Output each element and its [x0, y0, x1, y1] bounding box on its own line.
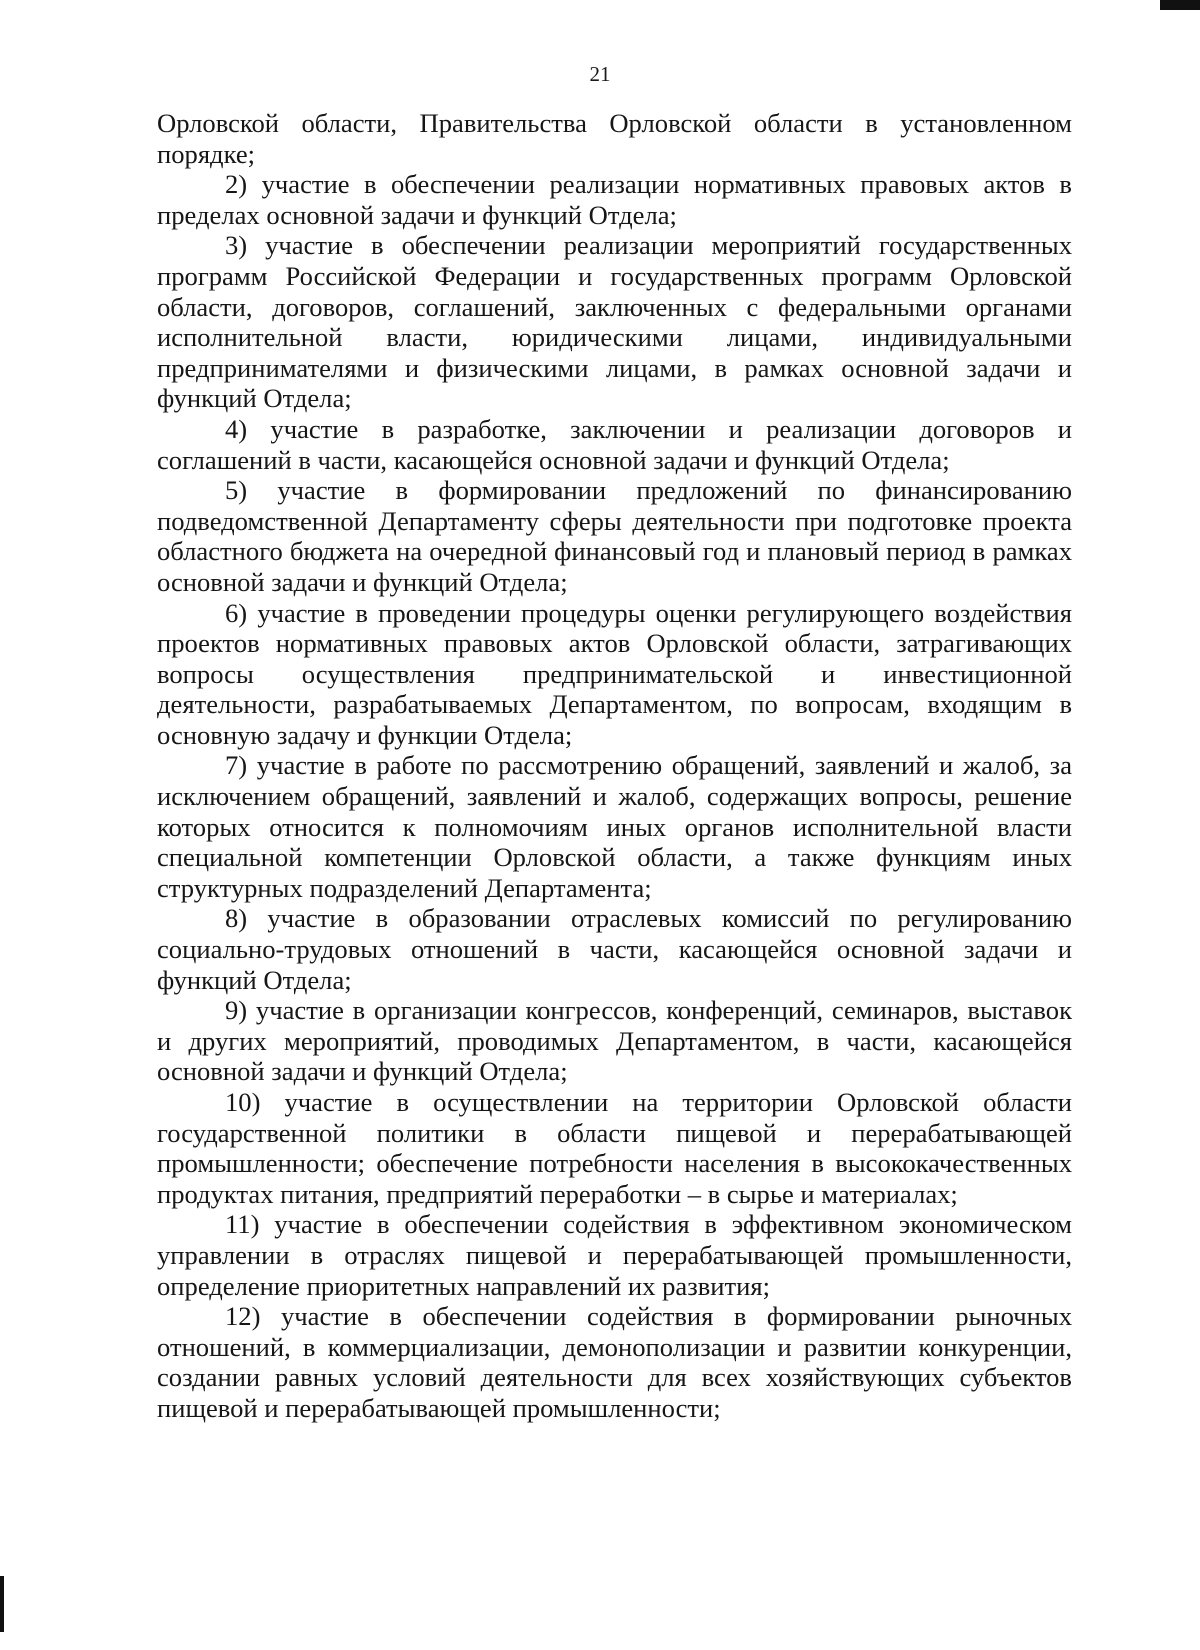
document-body: [157, 108, 1072, 1424]
scan-edge-mark: [1160, 0, 1200, 10]
paragraph-item-8: 8) участие в образовании отраслевых комиссий по регулированию социально-трудовых отношений в части, касающейся основной задачи и функций Отдела;: [157, 903, 1072, 995]
paragraph-item-2: 2) участие в обеспечении реализации нормативных правовых актов в пределах основной задачи и функций Отдела;: [157, 169, 1072, 230]
paragraph-item-3: 3) участие в обеспечении реализации мероприятий государственных программ Российской Федерации и государственных программ Орловской области, договоров, соглашений, заключенных с федеральными органами исполнительной власти, юридическими лицами, индивидуальными предпринимателями и физическими лицами, в рамках основной задачи и функций Отдела;: [157, 230, 1072, 414]
paragraph-item-12: 12) участие в обеспечении содействия в формировании рыночных отношений, в коммерциализации, демонополизации и развитии конкуренции, создании равных условий деятельности для всех хозяйствующих субъектов пищевой и перерабатывающей промышленности;: [157, 1301, 1072, 1423]
scan-edge-mark: [0, 1576, 4, 1632]
paragraph-item-9: 9) участие в организации конгрессов, конференций, семинаров, выставок и других мероприятий, проводимых Департаментом, в части, касающейся основной задачи и функций Отдела;: [157, 995, 1072, 1087]
paragraph-item-4: 4) участие в разработке, заключении и реализации договоров и соглашений в части, касающейся основной задачи и функций Отдела;: [157, 413, 1072, 475]
page-number: 21: [589, 62, 611, 86]
paragraph-item-11: 11) участие в обеспечении содействия в эффективном экономическом управлении в отраслях пищевой и перерабатывающей промышленности, определение приоритетных направлений их развития;: [157, 1209, 1072, 1301]
paragraph-item-6: 6) участие в проведении процедуры оценки регулирующего воздействия проектов нормативных правовых актов Орловской области, затрагивающих вопросы осуществления предпринимательской и инвестиционной деятельности, разрабатываемых Департаментом, по вопросам, входящим в основную задачу и функции Отдела;: [157, 597, 1072, 750]
paragraph-item-10: 10) участие в осуществлении на территории Орловской области государственной политики в области пищевой и перерабатывающей промышленности; обеспечение потребности населения в высококачественных продуктах питания, предприятий переработки – в сырье и материалах;: [157, 1087, 1072, 1209]
paragraph-continuation: Орловской области, Правительства Орловской области в установленном порядке;: [157, 108, 1072, 169]
paragraph-item-7: 7) участие в работе по рассмотрению обращений, заявлений и жалоб, за исключением обращений, заявлений и жалоб, содержащих вопросы, решение которых относится к полномочиям иных органов исполнительной власти специальной компетенции Орловской области, а также функциям иных структурных подразделений Департамента;: [157, 750, 1072, 903]
paragraph-item-5: 5) участие в формировании предложений по финансированию подведомственной Департаменту сферы деятельности при подготовке проекта областного бюджета на очередной финансовый год и плановый период в рамках основной задачи и функций Отдела;: [157, 475, 1072, 597]
